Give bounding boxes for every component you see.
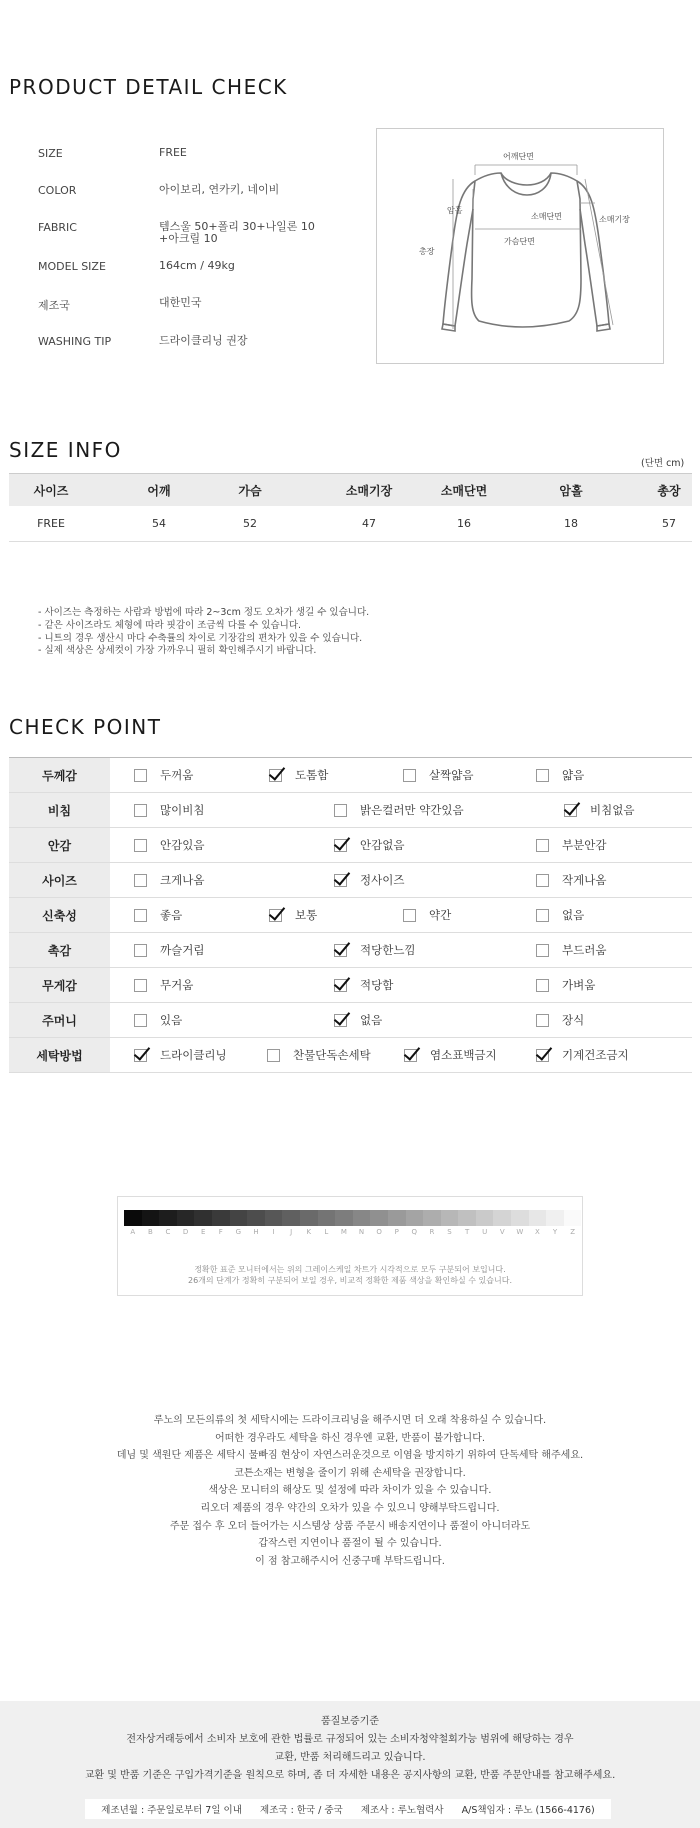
detail-value: 드라이클리닝 권장 xyxy=(159,334,248,347)
grayscale-swatch xyxy=(230,1210,248,1226)
check-option[interactable] xyxy=(564,793,634,827)
footer xyxy=(0,1701,700,1828)
grayscale-swatch xyxy=(406,1210,424,1226)
care-line: 갑작스런 지연이나 품절이 될 수 있습니다. xyxy=(258,1538,442,1550)
check-option-label: 정사이즈 xyxy=(360,873,405,887)
check-point-title: CHECK POINT xyxy=(9,715,162,739)
grayscale-letter: Q xyxy=(411,1228,418,1236)
checkbox-checked[interactable] xyxy=(134,1049,147,1062)
check-option[interactable] xyxy=(334,863,404,897)
size-note: - 사이즈는 측정하는 사람과 방법에 따라 2~3cm 정도 오차가 생길 수 있습니다. xyxy=(38,607,370,618)
grayscale-letter: K xyxy=(306,1228,312,1236)
grayscale-letter: T xyxy=(464,1228,470,1236)
checkbox[interactable] xyxy=(536,1014,549,1027)
checkbox[interactable] xyxy=(403,909,416,922)
check-option-label: 찬물단독손세탁 xyxy=(293,1048,371,1062)
grayscale-letter: U xyxy=(482,1228,488,1236)
check-option[interactable] xyxy=(536,1038,629,1072)
grayscale-letter: C xyxy=(165,1228,171,1236)
check-option-label: 비침없음 xyxy=(590,803,635,817)
grayscale-letter: I xyxy=(272,1228,275,1236)
footer-line: 교환, 반품 처리해드리고 있습니다. xyxy=(274,1752,426,1763)
footer-line: 전자상거래등에서 소비자 보호에 관한 법률로 규정되어 있는 소비자청약철회가능 범위에 해당하는 경우 xyxy=(126,1734,574,1745)
check-option[interactable] xyxy=(334,793,464,827)
diagram-label-shoulder: 어깨단면 xyxy=(503,152,534,161)
check-option-label: 밝은컬러만 약간있음 xyxy=(360,803,464,817)
size-cell: 16 xyxy=(457,517,471,530)
check-row xyxy=(9,828,692,863)
check-row-label: 비침 xyxy=(9,793,110,827)
grayscale-letter: S xyxy=(447,1228,452,1236)
check-option[interactable] xyxy=(269,758,328,792)
checkbox[interactable] xyxy=(134,944,147,957)
grayscale-letter: E xyxy=(200,1228,206,1236)
detail-label: SIZE xyxy=(38,147,63,160)
grayscale-letter: F xyxy=(218,1228,223,1236)
check-option-label: 안감있음 xyxy=(160,838,205,852)
check-row xyxy=(9,1003,692,1038)
detail-value: 아이보리, 연카키, 네이비 xyxy=(159,183,280,196)
checkbox-checked[interactable] xyxy=(334,839,347,852)
size-header-cell: 가슴 xyxy=(238,483,262,498)
check-option-label: 적당함 xyxy=(360,978,394,992)
diagram-label-sleeve-length: 소매기장 xyxy=(599,215,630,224)
detail-value: 164cm / 49kg xyxy=(159,259,235,272)
checkbox[interactable] xyxy=(536,769,549,782)
check-option-label: 장식 xyxy=(562,1013,585,1027)
check-option[interactable] xyxy=(403,898,451,932)
grayscale-swatch xyxy=(282,1210,300,1226)
check-row xyxy=(9,933,692,968)
checkbox[interactable] xyxy=(134,839,147,852)
check-row-label: 무게감 xyxy=(9,968,110,1002)
detail-label: MODEL SIZE xyxy=(38,260,106,273)
size-header-cell: 어깨 xyxy=(147,483,171,498)
grayscale-swatch xyxy=(318,1210,336,1226)
grayscale-note-line: 정확한 표준 모니터에서는 위의 그레이스케일 차트가 시각적으로 모두 구분되어 보입니다. xyxy=(194,1265,506,1274)
check-option[interactable] xyxy=(334,968,393,1002)
grayscale-letter: M xyxy=(340,1228,347,1236)
check-option[interactable] xyxy=(134,793,204,827)
checkbox-checked[interactable] xyxy=(334,979,347,992)
grayscale-letter: G xyxy=(235,1228,242,1236)
checkbox-checked[interactable] xyxy=(334,874,347,887)
grayscale-swatch xyxy=(194,1210,212,1226)
check-row xyxy=(9,1038,692,1073)
grayscale-swatch xyxy=(300,1210,318,1226)
grayscale-letter: X xyxy=(535,1228,540,1236)
diagram-label-total-length: 총장 xyxy=(419,247,435,256)
checkbox[interactable] xyxy=(536,874,549,887)
check-option[interactable] xyxy=(536,933,606,967)
product-detail-title: PRODUCT DETAIL CHECK xyxy=(9,75,288,99)
checkbox-checked[interactable] xyxy=(334,944,347,957)
care-notice xyxy=(0,1412,700,1570)
check-option[interactable] xyxy=(404,1038,497,1072)
size-header-cell: 사이즈 xyxy=(33,483,69,498)
grayscale-letter: N xyxy=(358,1228,365,1236)
grayscale-swatch xyxy=(476,1210,494,1226)
size-cell: 54 xyxy=(152,517,166,530)
quality-guarantee-text xyxy=(0,1713,700,1785)
check-option-label: 가벼움 xyxy=(562,978,596,992)
grayscale-letter: W xyxy=(516,1228,524,1236)
check-option-label: 두꺼움 xyxy=(160,768,194,782)
checkbox[interactable] xyxy=(267,1049,280,1062)
checkbox[interactable] xyxy=(334,804,347,817)
check-option-label: 있음 xyxy=(160,1013,183,1027)
check-option[interactable] xyxy=(267,1038,371,1072)
checkbox[interactable] xyxy=(536,839,549,852)
check-row-label: 안감 xyxy=(9,828,110,862)
check-option-label: 무거움 xyxy=(160,978,194,992)
check-option[interactable] xyxy=(134,1003,182,1037)
check-row-label: 사이즈 xyxy=(9,863,110,897)
checkbox[interactable] xyxy=(536,909,549,922)
check-option-label: 없음 xyxy=(562,908,585,922)
check-option[interactable] xyxy=(134,828,204,862)
check-option[interactable] xyxy=(134,758,193,792)
size-note: - 실제 색상은 상세컷이 가장 가까우니 필히 확인해주시기 바랍니다. xyxy=(38,645,317,657)
diagram-label-sleeve-width: 소매단면 xyxy=(531,212,562,221)
care-line: 어떠한 경우라도 세탁을 하신 경우엔 교환, 반품이 불가합니다. xyxy=(214,1432,486,1444)
checkbox-checked[interactable] xyxy=(269,769,282,782)
checkbox-checked[interactable] xyxy=(536,1049,549,1062)
check-option-label: 드라이클리닝 xyxy=(160,1048,227,1062)
grayscale-swatch xyxy=(458,1210,476,1226)
grayscale-chart xyxy=(117,1196,583,1296)
table-row xyxy=(9,506,692,542)
size-table-header xyxy=(9,473,692,506)
size-note: - 니트의 경우 생산시 마다 수축률의 차이로 기장감의 편차가 있을 수 있습니다. xyxy=(38,632,363,644)
care-line: 색상은 모니터의 해상도 및 설정에 따라 차이가 있을 수 있습니다. xyxy=(208,1485,492,1497)
checkbox[interactable] xyxy=(134,804,147,817)
checkbox[interactable] xyxy=(134,769,147,782)
grayscale-swatch xyxy=(212,1210,230,1226)
checkbox[interactable] xyxy=(134,909,147,922)
checkbox[interactable] xyxy=(536,979,549,992)
check-option[interactable] xyxy=(334,933,416,967)
grayscale-swatch xyxy=(388,1210,406,1226)
checkbox[interactable] xyxy=(134,1014,147,1027)
check-option-label: 안감없음 xyxy=(360,838,405,852)
care-line: 리오더 제품의 경우 약간의 오차가 있을 수 있으니 양해부탁드립니다. xyxy=(200,1502,500,1514)
check-option[interactable] xyxy=(403,758,473,792)
check-row xyxy=(9,898,692,933)
grayscale-swatch xyxy=(423,1210,441,1226)
checkbox-checked[interactable] xyxy=(404,1049,417,1062)
check-option[interactable] xyxy=(536,968,595,1002)
check-option[interactable] xyxy=(134,1038,227,1072)
check-option-label: 도톰함 xyxy=(295,768,329,782)
checkbox[interactable] xyxy=(403,769,416,782)
grayscale-letter: Y xyxy=(552,1228,558,1236)
grayscale-letter: L xyxy=(324,1228,329,1236)
detail-value: FREE xyxy=(159,146,187,159)
grayscale-swatch xyxy=(493,1210,511,1226)
diagram-label-armhole: 암홀 xyxy=(447,206,463,215)
grayscale-swatch xyxy=(370,1210,388,1226)
size-cell: 47 xyxy=(362,517,376,530)
check-option-label: 살짝얇음 xyxy=(429,768,474,782)
care-line: 루노의 모든의류의 첫 세탁시에는 드라이크리닝을 해주시면 더 오래 착용하실 수 있습니다. xyxy=(153,1415,547,1426)
grayscale-letter: A xyxy=(130,1228,136,1236)
check-option-label: 적당한느낌 xyxy=(360,943,416,957)
detail-value: 템스울 50+폴리 30+나일론 10 +아크릴 10 xyxy=(159,220,315,245)
grayscale-swatch xyxy=(177,1210,195,1226)
grayscale-letter: H xyxy=(253,1228,259,1236)
check-option-label: 염소표백금지 xyxy=(430,1048,497,1062)
check-option-label: 까슬거림 xyxy=(160,943,205,957)
check-row-label: 두께감 xyxy=(9,758,110,792)
grayscale-letter: J xyxy=(290,1228,293,1236)
grayscale-letters xyxy=(124,1228,581,1236)
grayscale-letter: V xyxy=(499,1228,505,1236)
size-cell: FREE xyxy=(37,517,65,530)
diagram-label-chest: 가슴단면 xyxy=(504,237,535,246)
check-row-label: 촉감 xyxy=(9,933,110,967)
grayscale-swatch xyxy=(159,1210,177,1226)
check-option-label: 부분안감 xyxy=(562,838,607,852)
detail-label: FABRIC xyxy=(38,221,77,234)
manufacturer-info-bar: 제조년월 : 주문일로부터 7일 이내 제조국 : 한국 / 중국 제조사 : 루노협력사 A/S책임자 : 루노 (1566-4176) xyxy=(85,1799,611,1819)
care-line: 코튼소재는 변형을 줄이기 위해 손세탁을 권장합니다. xyxy=(234,1467,466,1479)
size-header-cell: 소매기장 xyxy=(345,483,393,498)
check-option[interactable] xyxy=(134,863,204,897)
detail-label: 제조국 xyxy=(38,299,70,312)
size-header-cell: 암홀 xyxy=(559,483,583,498)
check-option[interactable] xyxy=(536,863,606,897)
grayscale-swatch xyxy=(546,1210,564,1226)
check-option-label: 부드러움 xyxy=(562,943,607,957)
size-notes xyxy=(38,607,369,658)
size-cell: 57 xyxy=(662,517,676,530)
grayscale-swatch xyxy=(247,1210,265,1226)
check-option-label: 좋음 xyxy=(160,908,183,922)
checkbox-checked[interactable] xyxy=(269,909,282,922)
care-line: 데님 및 색원단 제품은 세탁시 물빠짐 현상이 자연스러운것으로 이염을 방지하기 위하여 단독세탁 해주세요. xyxy=(116,1450,584,1462)
check-row-label: 신축성 xyxy=(9,898,110,932)
grayscale-swatch xyxy=(353,1210,371,1226)
check-option-label: 얇음 xyxy=(562,768,585,782)
size-info-title: SIZE INFO xyxy=(9,438,122,462)
checkbox[interactable] xyxy=(134,979,147,992)
grayscale-swatch xyxy=(142,1210,160,1226)
check-option-label: 없음 xyxy=(360,1013,383,1027)
grayscale-letter: D xyxy=(182,1228,189,1236)
size-cell: 52 xyxy=(243,517,257,530)
garment-diagram xyxy=(376,128,664,364)
grayscale-swatch xyxy=(441,1210,459,1226)
check-row xyxy=(9,863,692,898)
grayscale-swatch xyxy=(564,1210,582,1226)
size-note: - 같은 사이즈라도 체형에 따라 핏감이 조금씩 다를 수 있습니다. xyxy=(38,619,302,631)
grayscale-letter: P xyxy=(394,1228,399,1236)
checkbox[interactable] xyxy=(134,874,147,887)
grayscale-swatch xyxy=(511,1210,529,1226)
footer-line: 품질보증기준 xyxy=(321,1716,379,1727)
grayscale-swatch xyxy=(124,1210,142,1226)
size-cell: 18 xyxy=(564,517,578,530)
check-row xyxy=(9,968,692,1003)
care-line: 주문 접수 후 오더 들어가는 시스템상 상품 주문시 배송지연이나 품절이 아니더라도 xyxy=(169,1520,531,1532)
check-option[interactable] xyxy=(134,968,193,1002)
checkbox-checked[interactable] xyxy=(334,1014,347,1027)
check-option[interactable] xyxy=(269,898,317,932)
check-row xyxy=(9,758,692,793)
grayscale-letter: O xyxy=(376,1228,382,1236)
check-option-label: 많이비침 xyxy=(160,803,205,817)
check-option[interactable] xyxy=(134,933,204,967)
checkbox[interactable] xyxy=(536,944,549,957)
size-unit-label: (단면 cm) xyxy=(641,458,685,469)
grayscale-swatch xyxy=(265,1210,283,1226)
check-option-label: 기계건조금지 xyxy=(562,1048,629,1062)
grayscale-note-line: 26개의 단계가 정확히 구분되어 보일 경우, 비교적 정확한 제품 색상을 확인하실 수 있습니다. xyxy=(188,1276,512,1285)
size-header-cell: 소매단면 xyxy=(440,483,488,498)
check-option-label: 약간 xyxy=(429,908,452,922)
check-option-label: 작게나옴 xyxy=(562,873,607,887)
footer-line: 교환 및 반품 기준은 구입가격기준을 원칙으로 하며, 좀 더 자세한 내용은 공지사항의 교환, 반품 주문안내를 참고해주세요. xyxy=(84,1770,616,1781)
check-option[interactable] xyxy=(536,1003,584,1037)
check-option[interactable] xyxy=(536,758,584,792)
grayscale-letter: B xyxy=(147,1228,153,1236)
check-option-label: 크게나옴 xyxy=(160,873,205,887)
check-point-table xyxy=(9,757,692,1073)
detail-label: COLOR xyxy=(38,184,77,197)
grayscale-note xyxy=(118,1264,582,1286)
check-option[interactable] xyxy=(334,1003,382,1037)
grayscale-swatch xyxy=(335,1210,353,1226)
grayscale-letter: Z xyxy=(570,1228,576,1236)
check-option-label: 보통 xyxy=(295,908,318,922)
detail-label: WASHING TIP xyxy=(38,335,112,348)
size-header-cell: 총장 xyxy=(657,483,681,498)
grayscale-strip xyxy=(124,1210,581,1226)
check-row-label: 세탁방법 xyxy=(9,1038,110,1072)
detail-value: 대한민국 xyxy=(159,296,202,309)
check-option[interactable] xyxy=(536,828,606,862)
check-option[interactable] xyxy=(536,898,584,932)
grayscale-letter: R xyxy=(429,1228,435,1236)
checkbox-checked[interactable] xyxy=(564,804,577,817)
check-option[interactable] xyxy=(334,828,404,862)
check-row-label: 주머니 xyxy=(9,1003,110,1037)
grayscale-swatch xyxy=(529,1210,547,1226)
check-option[interactable] xyxy=(134,898,182,932)
check-row xyxy=(9,793,692,828)
care-line: 이 점 참고해주시어 신중구매 부탁드립니다. xyxy=(255,1555,445,1567)
